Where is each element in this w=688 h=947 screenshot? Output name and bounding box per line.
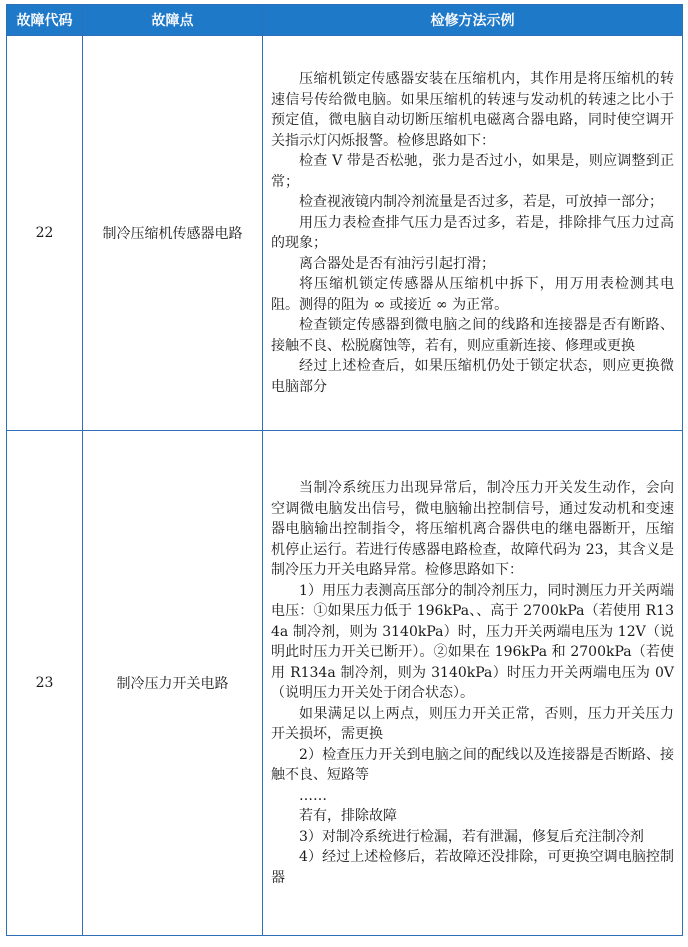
table-row [7,431,683,936]
method-paragraph: 当制冷系统压力出现异常后，制冷压力开关发生动作，会向空调微电脑发出信号，微电脑输出控制信号，通过发动机和变速器电脑输出控制指令，将压缩机离合器供电的继电器断开，压缩机停止运行。若进行传感器电路检查，故障代码为 23，其含义是制冷压力开关电路异常。检修思路如下： [271,480,674,578]
fault-point-cell: 制冷压力开关电路 [83,431,263,936]
header-fault-code: 故障代码 [7,5,83,36]
method-paragraph: 检查锁定传感器到微电脑之间的线路和连接器是否有断路、接触不良、松脱腐蚀等，若有，则应重新连接、修理或更换 [271,317,674,354]
method-paragraph: 4）经过上述检修后，若故障还没排除，可更换空调电脑控制器 [271,849,674,886]
fault-code-cell: 22 [7,36,83,431]
method-paragraph: 若有，排除故障 [299,808,397,824]
method-paragraph: 检查视液镜内制冷剂流量是否过多，若是，可放掉一部分； [299,194,663,210]
repair-method-cell [263,431,683,936]
fault-table [6,4,683,936]
method-paragraph: …… [299,787,327,804]
method-paragraph: 用压力表检查排气压力是否过多，若是，排除排气压力过高的现象； [271,214,674,251]
method-paragraph: 如果满足以上两点，则压力开关正常，否则，压力开关压力开关损坏，需更换 [271,705,674,742]
header-repair-method: 检修方法示例 [263,5,683,36]
method-paragraph: 离合器处是否有油污引起打滑； [299,255,495,272]
fault-point-cell: 制冷压缩机传感器电路 [83,36,263,431]
repair-method-cell [263,36,683,431]
header-fault-point: 故障点 [83,5,263,36]
method-paragraph: 将压缩机锁定传感器从压缩机中拆下，用万用表检测其电阻。测得的阻为 ∞ 或接近 ∞ 为正常。 [271,276,674,313]
table-header-row [7,5,683,36]
method-paragraph: 1）用压力表测高压部分的制冷剂压力，同时测压力开关两端电压：①如果压力低于 196kPa、、高于 2700kPa（若使用 R134a 制冷剂，则为 3140kPa）时，压力开关两端电压为 12V（说明此时压力开关已断开）。②如果在 196kPa 和 2700kPa（若使用 R134a 制冷剂，则为 3140kPa）时压力开关两端电压为 0V（说明压力开关处于闭合状态）。 [271,582,674,701]
fault-code-cell: 23 [7,431,83,936]
method-paragraph: 压缩机锁定传感器安装在压缩机内，其作用是将压缩机的转速信号传给微电脑。如果压缩机的转速与发动机的转速之比小于预定值，微电脑自动切断压缩机电磁离合器电路，同时使空调开关指示灯闪烁报警。检修思路如下： [271,71,674,149]
table-row [7,36,683,431]
method-paragraph: 检查 V 带是否松驰，张力是否过小，如果是，则应调整到正常； [271,153,674,190]
method-paragraph: 2）检查压力开关到电脑之间的配线以及连接器是否断路、接触不良、短路等 [271,746,674,783]
method-paragraph: 3）对制冷系统进行检漏，若有泄漏，修复后充注制冷剂 [299,828,644,845]
method-paragraph: 经过上述检查后，如果压缩机仍处于锁定状态，则应更换微电脑部分 [271,358,674,395]
